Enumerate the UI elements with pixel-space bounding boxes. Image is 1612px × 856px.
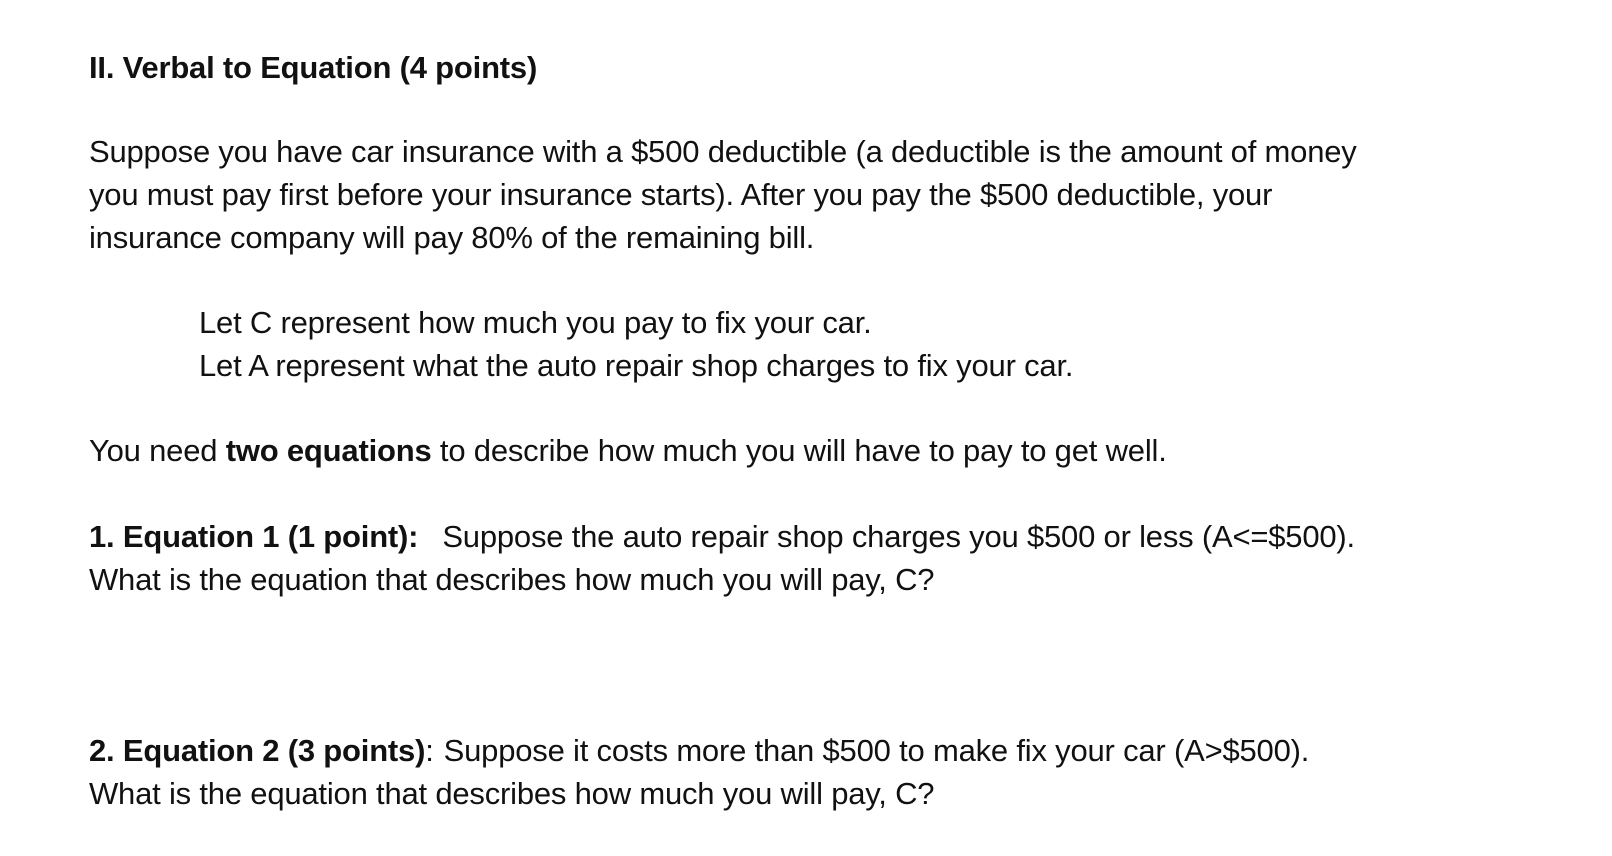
question-2-text: Suppose it costs more than $500 to make fix your car (A>$500).: [443, 733, 1310, 768]
instruction-prefix: You need: [89, 433, 226, 468]
question-1-followup: What is the equation that describes how much you will pay, C?: [89, 562, 935, 597]
intro-line-1: Suppose you have car insurance with a $500 deductible (a deductible is the amount of money: [89, 134, 1357, 169]
question-2-label: 2. Equation 2 (3 points): [89, 733, 426, 768]
question-2-followup: What is the equation that describes how much you will pay, C?: [89, 776, 935, 811]
intro-line-3: insurance company will pay 80% of the remaining bill.: [89, 220, 815, 255]
instruction: [89, 429, 1167, 473]
question-2-label-suffix: :: [425, 733, 434, 768]
instruction-emphasis: two equations: [225, 433, 432, 468]
section-title: [89, 46, 537, 90]
intro-line-2: you must pay first before your insurance starts). After you pay the $500 deductible, your: [89, 177, 1273, 212]
definition-a: Let A represent what the auto repair shop charges to fix your car.: [199, 348, 1074, 383]
question-1: [89, 515, 1355, 559]
question-1-text: Suppose the auto repair shop charges you $500 or less (A<=$500).: [442, 519, 1355, 554]
section-title-text: II. Verbal to Equation (4 points): [89, 50, 538, 85]
definition-c: Let C represent how much you pay to fix your car.: [199, 305, 872, 340]
question-1-label: 1. Equation 1 (1 point):: [89, 519, 419, 554]
question-2: [89, 729, 1309, 773]
instruction-suffix: to describe how much you will have to pay to get well.: [431, 433, 1167, 468]
